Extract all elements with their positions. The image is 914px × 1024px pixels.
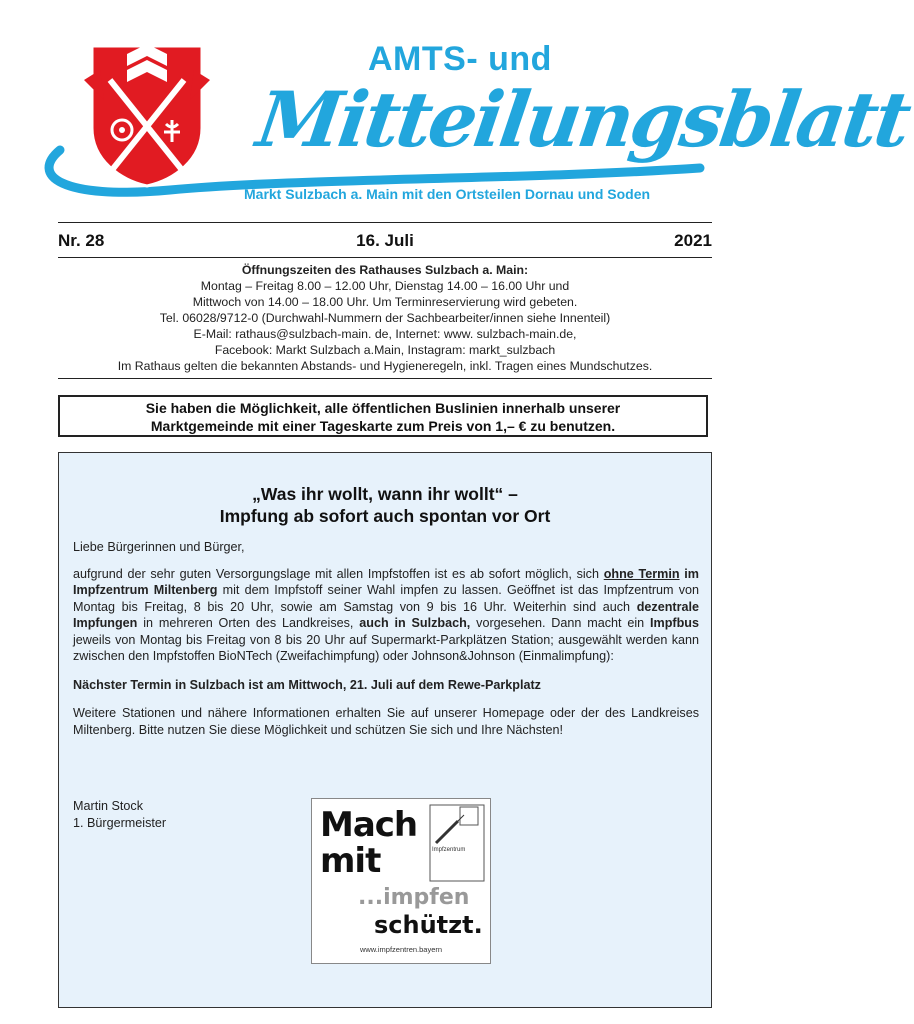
coat-of-arms-icon (82, 40, 212, 190)
syringe-icon (428, 803, 486, 883)
headline-line-2: Impfung ab sofort auch spontan vor Ort (219, 506, 551, 526)
issue-year: 2021 (674, 231, 712, 250)
poster-line: mit (320, 841, 381, 881)
poster-headline (320, 807, 417, 879)
greeting: Liebe Bürgerinnen und Bürger, (73, 540, 245, 554)
vaccination-poster (311, 798, 491, 964)
emphasis: Impfbus (650, 616, 699, 630)
poster-impfen: ...impfen (358, 885, 470, 910)
article-headline (59, 483, 711, 527)
article-body (73, 539, 699, 748)
masthead-subtitle: Markt Sulzbach a. Main mit den Ortsteilen Dornau und Soden (244, 186, 651, 202)
text: mit dem Impfstoff seiner Wahl impfen zu lassen. Geöffnet ist das Impfzentrum von Montag bis Freitag, 8 bis 20 Uhr, sowie am Samstag von 9 bis 16 Uhr. Weiterhin sind auch (73, 583, 699, 614)
paragraph-2: Weitere Stationen und nähere Informationen erhalten Sie auf unserer Homepage oder der des Landkreises Miltenberg. Bitte nutzen Sie diese Möglichkeit und schützen Sie sich und Ihre Nächsten! (73, 706, 699, 737)
bus-notice (58, 395, 708, 437)
signature-role: 1. Bürgermeister (73, 816, 167, 830)
title-top: AMTS- und (368, 40, 552, 78)
issue-number: Nr. 28 (58, 231, 105, 250)
text: vorgesehen. Dann macht ein (470, 616, 651, 630)
emphasis: dezentrale Impfungen (73, 599, 699, 630)
poster-line: Mach (320, 805, 418, 845)
emphasis: ohne Termin (603, 566, 680, 581)
hours-line: Facebook: Markt Sulzbach a.Main, Instagram: markt_sulzbach (214, 343, 556, 357)
title-main: Mitteilungsblatt (251, 75, 914, 164)
signature-name: Martin Stock (73, 799, 143, 813)
divider (58, 378, 712, 379)
issue-date: 16. Juli (356, 231, 414, 250)
signature (73, 798, 166, 832)
emphasis: im Impfzentrum Miltenberg (73, 566, 699, 597)
text: in mehreren Orten des Landkreises, (137, 616, 360, 630)
bus-notice-line: Marktgemeinde mit einer Tageskarte zum Preis von 1,– € zu benutzen. (150, 418, 616, 434)
hours-line: Montag – Freitag 8.00 – 12.00 Uhr, Dienstag 14.00 – 16.00 Uhr und (200, 279, 570, 293)
next-date: Nächster Termin in Sulzbach ist am Mittwoch, 21. Juli auf dem Rewe-Parkplatz (73, 677, 541, 692)
hours-line: Tel. 06028/9712-0 (Durchwahl-Nummern der Sachbearbeiter/innen siehe Innenteil) (159, 311, 611, 325)
opening-hours (58, 262, 712, 374)
hours-line: E-Mail: rathaus@sulzbach-main. de, Internet: www. sulzbach-main.de, (193, 327, 577, 341)
poster-url: www.impfzentren.bayern (359, 945, 443, 954)
hours-line: Im Rathaus gelten die bekannten Abstands- und Hygieneregeln, inkl. Tragen eines Mundschutzes. (117, 359, 653, 373)
hours-line: Mittwoch von 14.00 – 18.00 Uhr. Um Terminreservierung wird gebeten. (192, 295, 578, 309)
issue-bar (58, 222, 712, 258)
headline-line-1: „Was ihr wollt, wann ihr wollt“ – (252, 484, 518, 504)
paragraph-1 (73, 566, 699, 665)
emphasis: auch in Sulzbach, (359, 616, 471, 630)
poster-mini-label: Impfzentrum (432, 847, 466, 853)
poster-schuetzt: schützt. (374, 911, 483, 939)
text: aufgrund der sehr guten Versorgungslage mit allen Impfstoffen ist es ab sofort möglich, sich (73, 566, 604, 581)
text: jeweils von Montag bis Freitag von 8 bis 20 Uhr auf Supermarkt-Parkplätzen Station; ausgewählt werden kann zwischen den Impfstoffen BioNTech (Zweifachimpfung) oder Johnson&Johnson (Einmalimpfung): (73, 632, 699, 663)
opening-hours-title: Öffnungszeiten des Rathauses Sulzbach a. Main: (241, 263, 529, 277)
masthead (0, 0, 914, 215)
bus-notice-line: Sie haben die Möglichkeit, alle öffentlichen Buslinien innerhalb unserer (145, 400, 621, 416)
article-box (58, 452, 712, 1008)
